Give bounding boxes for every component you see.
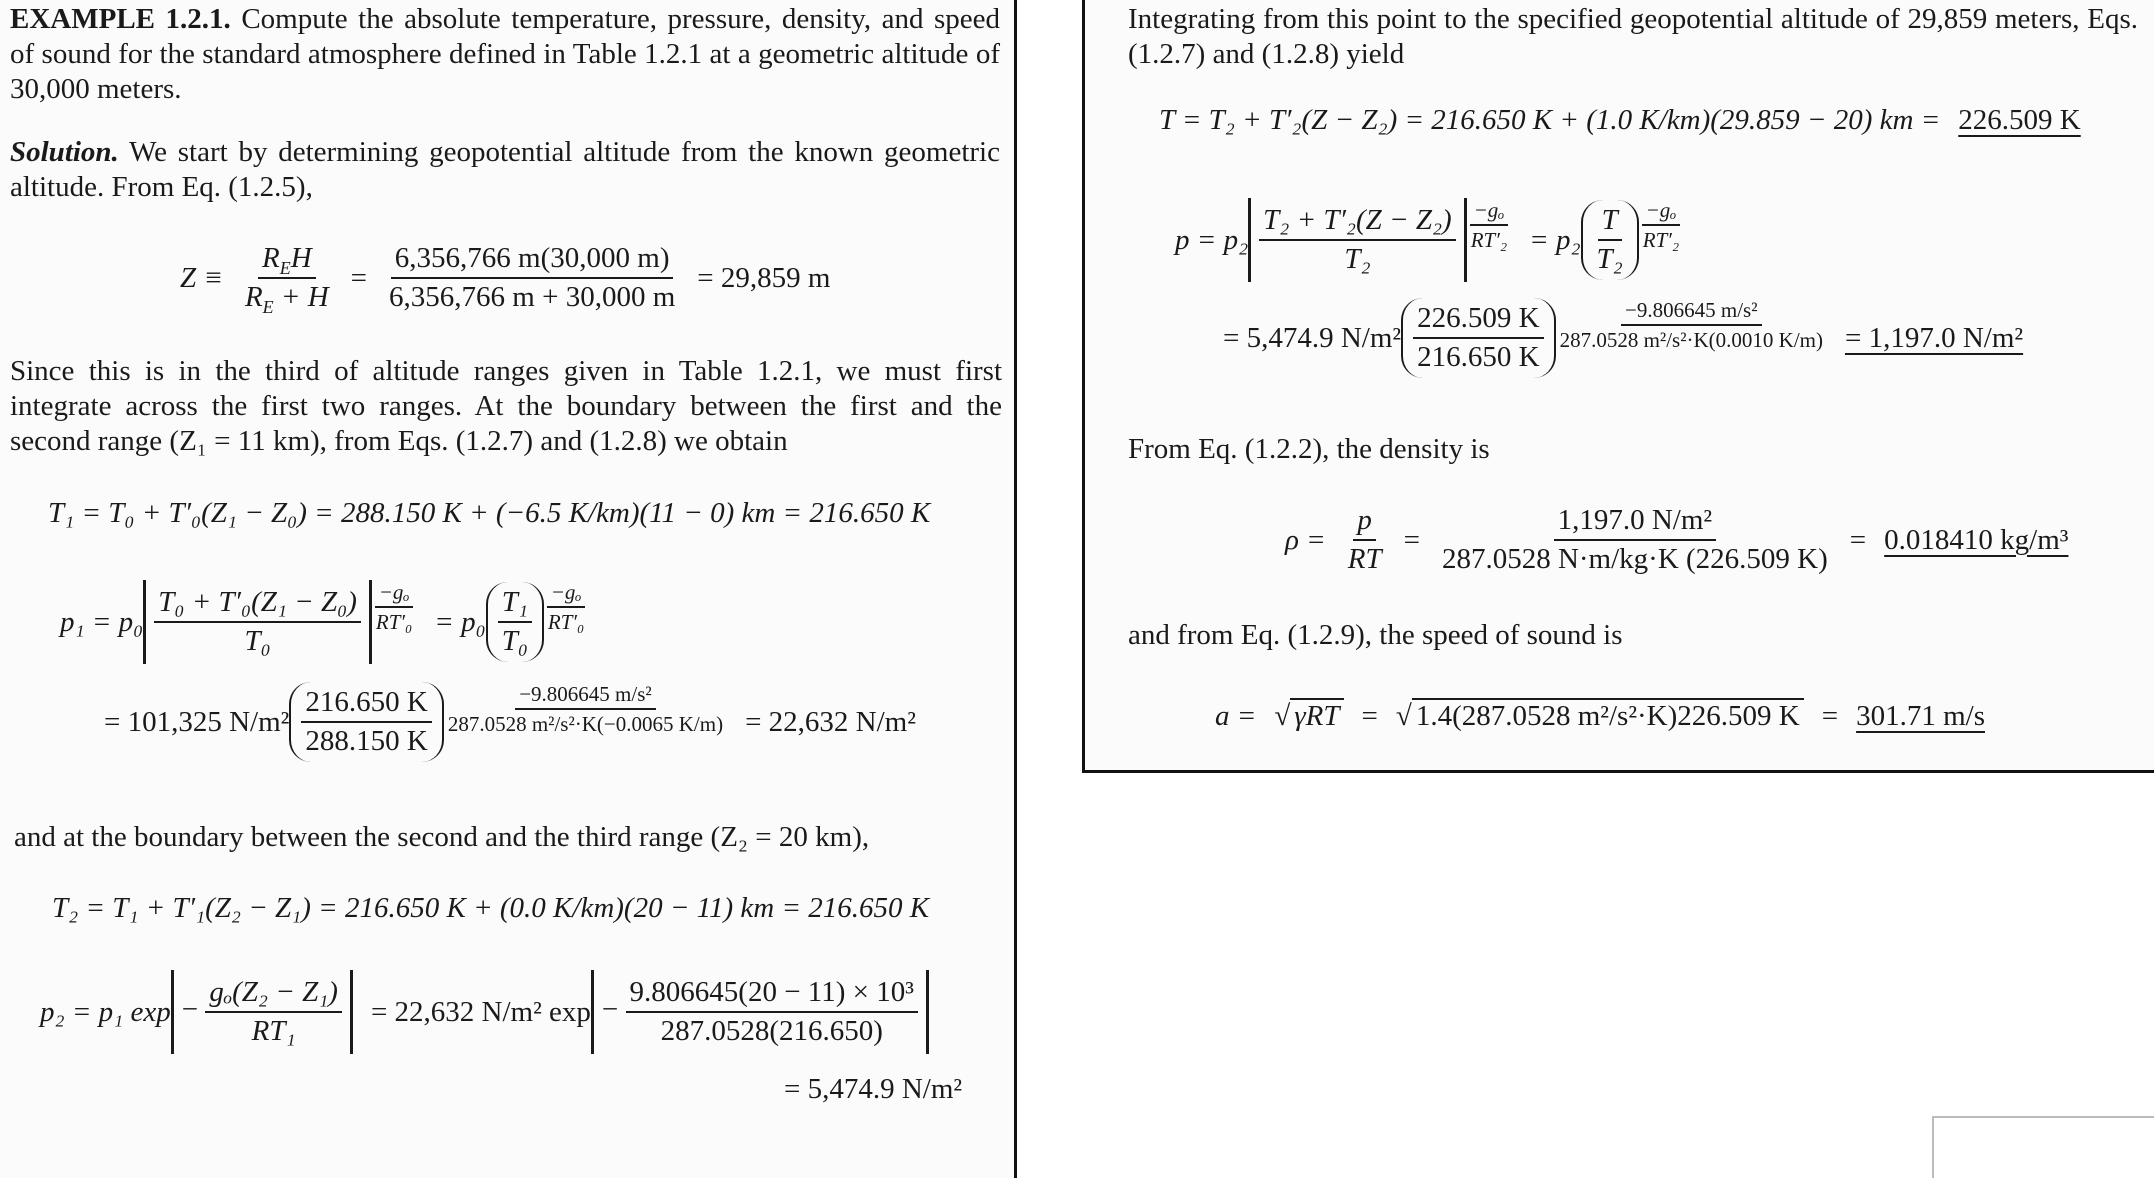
paragraph-density: From Eq. (1.2.2), the density is xyxy=(1128,433,1490,465)
equation-geopotential-altitude: Z ≡ $\frac{R_EH}{R_E + H}$ = $\frac{6,356,766 m(30,000 m)}{6,356,766 m + 30,000 m}$ = 29,859 m xyxy=(180,242,831,317)
eq-z-frac-symbolic: $\frac{R_EH}{R_E + H}$ xyxy=(244,242,329,317)
example-statement xyxy=(10,2,1000,107)
paragraph-second-boundary: and at the boundary between the second and the third range (Z₂ = 20 km), xyxy=(14,821,870,853)
example-text: Compute the absolute temperature, pressure, density, and speed of sound for the standard atmosphere defined in Table 1.2.1 at a geometric altitude of 30,000 meters. xyxy=(10,3,1001,105)
eq-t-result: 226.509 K xyxy=(1958,104,2081,136)
solution-text: We start by determining geopotential altitude from the known geometric altitude. From Eq. (1.2.5), xyxy=(10,136,1000,203)
eq-p2-result: = 5,474.9 N/m² xyxy=(784,1073,963,1105)
eq-p1-result: = 22,632 N/m² xyxy=(745,705,916,738)
equation-p-numeric: = 5,474.9 N/m² $\frac{226.509 K}{216.650 K}$ $\frac{\text{−9.806645 m/s²}}{\text{287.0528 m²/s²·K(0.0010 K/m)}}$ = 1,197.0 N/m² xyxy=(1223,298,2023,378)
corner-box xyxy=(1932,1116,2154,1178)
eq-z-result: = 29,859 m xyxy=(697,261,831,294)
equation-p1-symbolic: p₁ = p₀ $\frac{\text{T₀ + T′₀(Z₁ − Z₀)}}{\text{T₀}}$ $\frac{\text{−gₒ}}{\text{RT′₀}}$ = p₀ $\frac{\text{T₁}}{\text{T₀}}$ $\frac{\text{−gₒ}}{\text{RT′₀}}$ xyxy=(60,580,588,664)
eq-z-frac-numeric: $\frac{6,356,766 m(30,000 m)}{6,356,766 m + 30,000 m}$ xyxy=(389,242,676,313)
eq-p-result: = 1,197.0 N/m² xyxy=(1844,321,2024,354)
solution-label: Solution. xyxy=(10,136,119,168)
eq-z-lhs: Z ≡ xyxy=(180,261,223,294)
equation-p-symbolic: p = p₂ $\frac{\text{T₂ + T′₂(Z − Z₂)}}{\text{T₂}}$ $\frac{\text{−gₒ}}{\text{RT′₂}}$ = p₂ $\frac{T}{\text{T₂}}$ $\frac{\text{−gₒ}}{\text{RT′₂}}$ xyxy=(1175,198,1683,282)
equation-t: T = T₂ + T′₂(Z − Z₂) = 216.650 K + (1.0 K/km)(29.859 − 20) km = 226.509 K xyxy=(1159,104,2081,136)
paragraph-integrating: Integrating from this point to the specified geopotential altitude of 29,859 meters, Eqs. (1.2.7) and (1.2.8) yield xyxy=(1128,3,2138,70)
paragraph-speed-of-sound: and from Eq. (1.2.9), the speed of sound is xyxy=(1128,619,1623,651)
right-page-panel xyxy=(1082,0,2154,773)
equation-density: ρ = $\frac{p}{RT}$ = $\frac{\text{1,197.0 N/m²}}{287.0528 N\cdot m/kg\cdot K (226.509 K)}$ = 0.018410 kg/m³ xyxy=(1285,504,2069,575)
equation-speed-of-sound: a = √ γRT = √ 1.4(287.0528 m²/s²·K)226.509 K = 301.71 m/s xyxy=(1215,700,1985,732)
paragraph-first-ranges: Since this is in the third of altitude ranges given in Table 1.2.1, we must first integrate across the first two ranges. At the boundary between the first and the second range (Z₁ = 11 km), from Eqs. (1.2.7) and (1.2.8) we obtain xyxy=(10,355,1002,457)
solution-intro xyxy=(10,135,1000,205)
equation-p1-numeric: = 101,325 N/m² $\frac{216.650 K}{288.150 K}$ $\frac{\text{−9.806645 m/s²}}{\text{287.0528 m²/s²·K(−0.0065 K/m)}}$ = 22,632 N/m² xyxy=(104,682,916,762)
eq-a-result: 301.71 m/s xyxy=(1856,700,1985,732)
equation-p2: p₂ = p₁ exp − $\frac{\text{gₒ(Z₂ − Z₁)}}{\text{RT₁}}$ = 22,632 N/m² exp − $\frac{\text{9.806645(20 − 11) × 10³}}{287.0528(216.650)}$ xyxy=(40,970,929,1054)
left-page-panel xyxy=(0,0,1017,1178)
example-label: EXAMPLE 1.2.1. xyxy=(10,3,231,35)
equation-t1: T₁ = T₀ + T′₀(Z₁ − Z₀) = 288.150 K + (−6.5 K/km)(11 − 0) km = 216.650 K xyxy=(48,497,931,529)
eq-rho-result: 0.018410 kg/m³ xyxy=(1884,523,2069,556)
equation-t2: T₂ = T₁ + T′₁(Z₂ − Z₁) = 216.650 K + (0.0 K/km)(20 − 11) km = 216.650 K xyxy=(52,892,930,924)
